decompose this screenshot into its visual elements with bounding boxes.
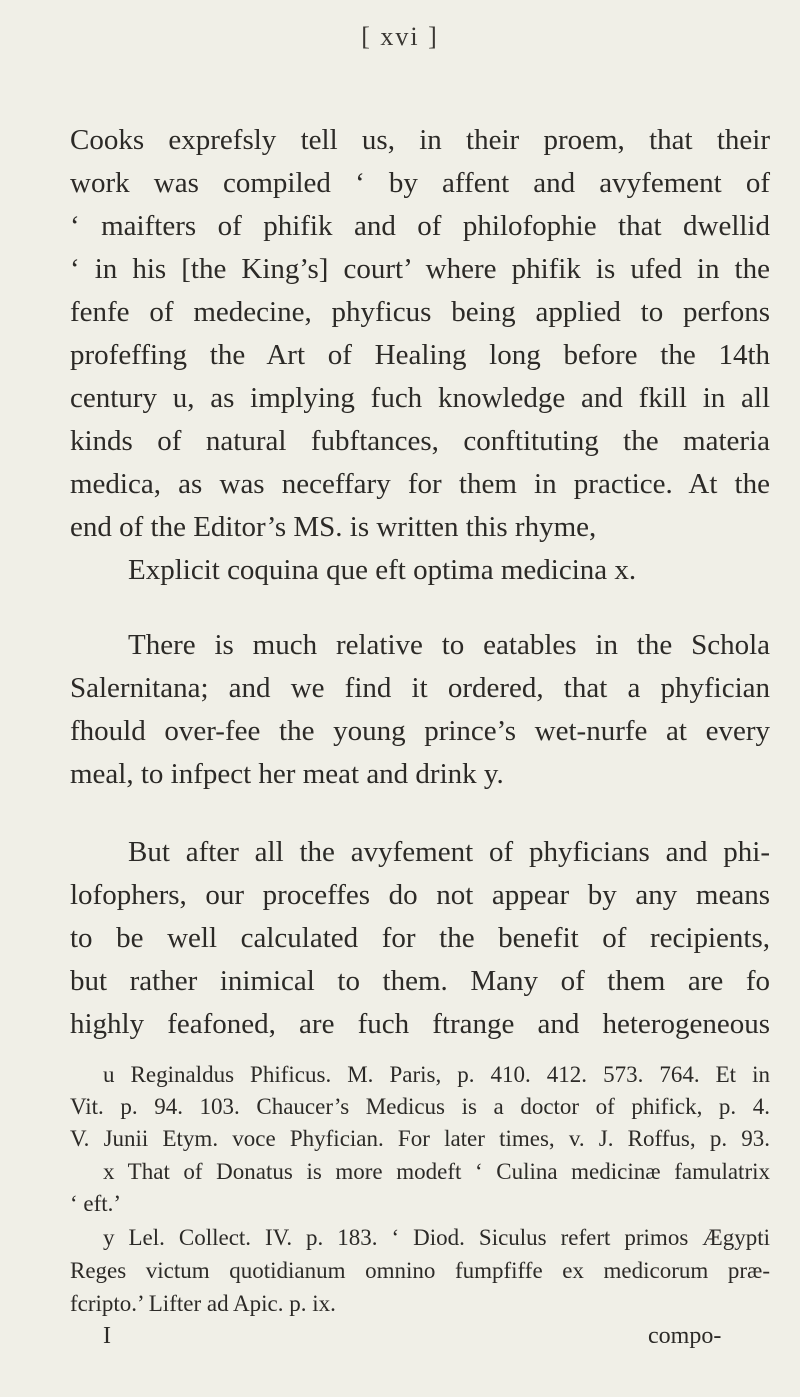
footnote-line: ‘ eft.’ bbox=[70, 1191, 122, 1216]
body-line: profeffing the Art of Healing long before the 14th bbox=[70, 339, 770, 371]
body-line: medica, as was neceffary for them in practice. At the bbox=[70, 468, 770, 500]
body-line: meal, to infpect her meat and drink y. bbox=[70, 758, 504, 790]
body-line: ‘ in his [the King’s] court’ where phifik is ufed in the bbox=[70, 253, 770, 285]
footnote-line: fcripto.’ Lifter ad Apic. p. ix. bbox=[70, 1291, 336, 1316]
body-line: fenfe of medecine, phyficus being applied to perfons bbox=[70, 296, 770, 328]
body-line: lofophers, our proceffes do not appear by any means bbox=[70, 879, 770, 911]
body-line: highly feafoned, are fuch ftrange and heterogeneous bbox=[70, 1008, 770, 1040]
catchword: compo- bbox=[648, 1323, 722, 1349]
footnote-line: x That of Donatus is more modeft ‘ Culina medicinæ famulatrix bbox=[103, 1159, 770, 1184]
body-line: but rather inimical to them. Many of them are fo bbox=[70, 965, 770, 997]
signature-mark: I bbox=[103, 1323, 111, 1349]
body-line: work was compiled ‘ by affent and avyfement of bbox=[70, 167, 770, 199]
body-line: fhould over-fee the young prince’s wet-nurfe at every bbox=[70, 715, 770, 747]
body-line: end of the Editor’s MS. is written this rhyme, bbox=[70, 511, 597, 543]
body-line: kinds of natural fubftances, conftituting the materia bbox=[70, 425, 770, 457]
body-line: But after all the avyfement of phyficians and phi- bbox=[128, 836, 770, 868]
body-line: ‘ maifters of phifik and of philofophie that dwellid bbox=[70, 210, 770, 242]
rhyme-line: Explicit coquina que eft optima medicina x. bbox=[128, 554, 637, 586]
page-number: [ xvi ] bbox=[361, 22, 439, 51]
footnote-line: Vit. p. 94. 103. Chaucer’s Medicus is a doctor of phifick, p. 4. bbox=[70, 1094, 770, 1119]
footnote-line: u Reginaldus Phificus. M. Paris, p. 410. 412. 573. 764. Et in bbox=[103, 1062, 770, 1087]
body-line: Cooks exprefsly tell us, in their proem, that their bbox=[70, 124, 770, 156]
body-line: to be well calculated for the benefit of recipients, bbox=[70, 922, 770, 954]
body-line: Salernitana; and we find it ordered, that a phyfician bbox=[70, 672, 770, 704]
body-line: century u, as implying fuch knowledge and fkill in all bbox=[70, 382, 770, 414]
body-line: There is much relative to eatables in the Schola bbox=[128, 629, 770, 661]
footnote-line: Reges victum quotidianum omnino fumpfiffe ex medicorum præ- bbox=[70, 1258, 770, 1283]
footnote-line: V. Junii Etym. voce Phyfician. For later times, v. J. Roffus, p. 93. bbox=[70, 1126, 770, 1151]
footnote-line: y Lel. Collect. IV. p. 183. ‘ Diod. Siculus refert primos Ægypti bbox=[103, 1225, 770, 1250]
